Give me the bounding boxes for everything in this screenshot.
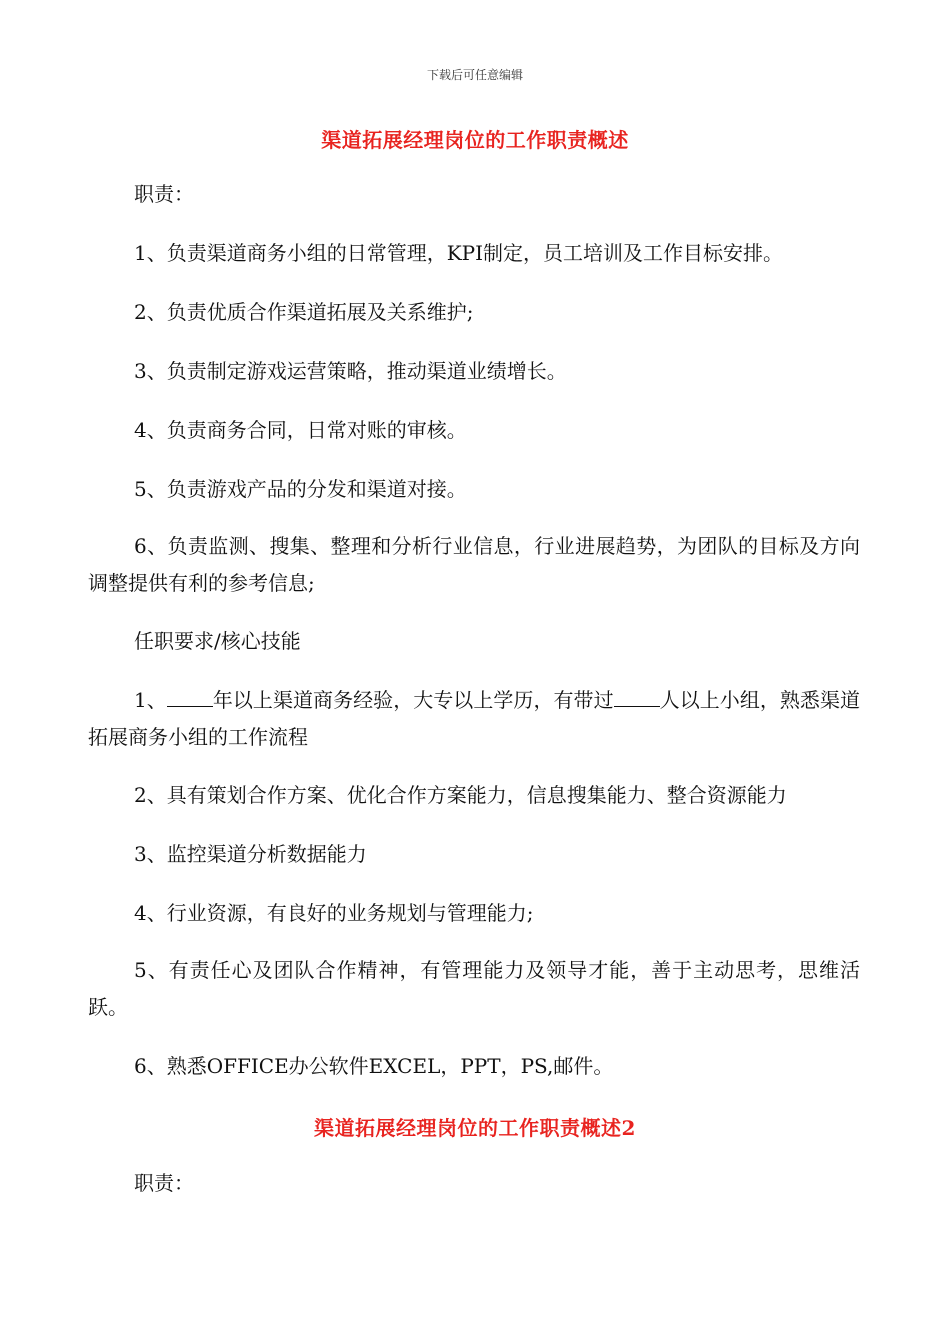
requirement-item: 2、具有策划合作方案、优化合作方案能力，信息搜集能力、整合资源能力 bbox=[134, 783, 787, 807]
fill-blank bbox=[167, 688, 213, 707]
requirements-heading: 任职要求/核心技能 bbox=[134, 629, 301, 653]
section-title: 渠道拓展经理岗位的工作职责概述 bbox=[321, 128, 629, 152]
duty-item: 5、负责游戏产品的分发和渠道对接。 bbox=[134, 477, 467, 501]
requirement-prefix: 1、 bbox=[134, 688, 167, 712]
section-title-2: 渠道拓展经理岗位的工作职责概述2 bbox=[314, 1116, 636, 1140]
duties-heading: 职责： bbox=[134, 182, 194, 206]
duties-heading-2: 职责： bbox=[134, 1171, 194, 1195]
requirement-mid: 年以上渠道商务经验，大专以上学历，有带过 bbox=[212, 688, 614, 712]
duty-item: 2、负责优质合作渠道拓展及关系维护; bbox=[134, 300, 474, 324]
duty-item: 4、负责商务合同，日常对账的审核。 bbox=[134, 418, 467, 442]
duty-item: 3、负责制定游戏运营策略，推动渠道业绩增长。 bbox=[134, 359, 567, 383]
header-note: 下载后可任意编辑 bbox=[426, 68, 523, 82]
fill-blank bbox=[614, 688, 660, 707]
requirement-item: 3、监控渠道分析数据能力 bbox=[134, 842, 367, 866]
requirement-suffix: 人以上小组，熟悉渠道拓展商务小组的工作流程 bbox=[88, 688, 861, 749]
requirement-item: 4、行业资源，有良好的业务规划与管理能力; bbox=[134, 901, 534, 925]
requirement-item: 5、有责任心及团队合作精神，有管理能力及领导才能，善于主动思考，思维活跃。 bbox=[88, 958, 860, 1019]
duty-item: 6、负责监测、搜集、整理和分析行业信息，行业进展趋势，为团队的目标及方向调整提供有利的参考信息; bbox=[88, 534, 860, 595]
requirement-item: 6、熟悉OFFICE办公软件EXCEL，PPT，PS,邮件。 bbox=[134, 1054, 614, 1078]
duty-item: 1、负责渠道商务小组的日常管理，KPI制定，员工培训及工作目标安排。 bbox=[134, 241, 784, 265]
requirement-item bbox=[88, 682, 860, 756]
